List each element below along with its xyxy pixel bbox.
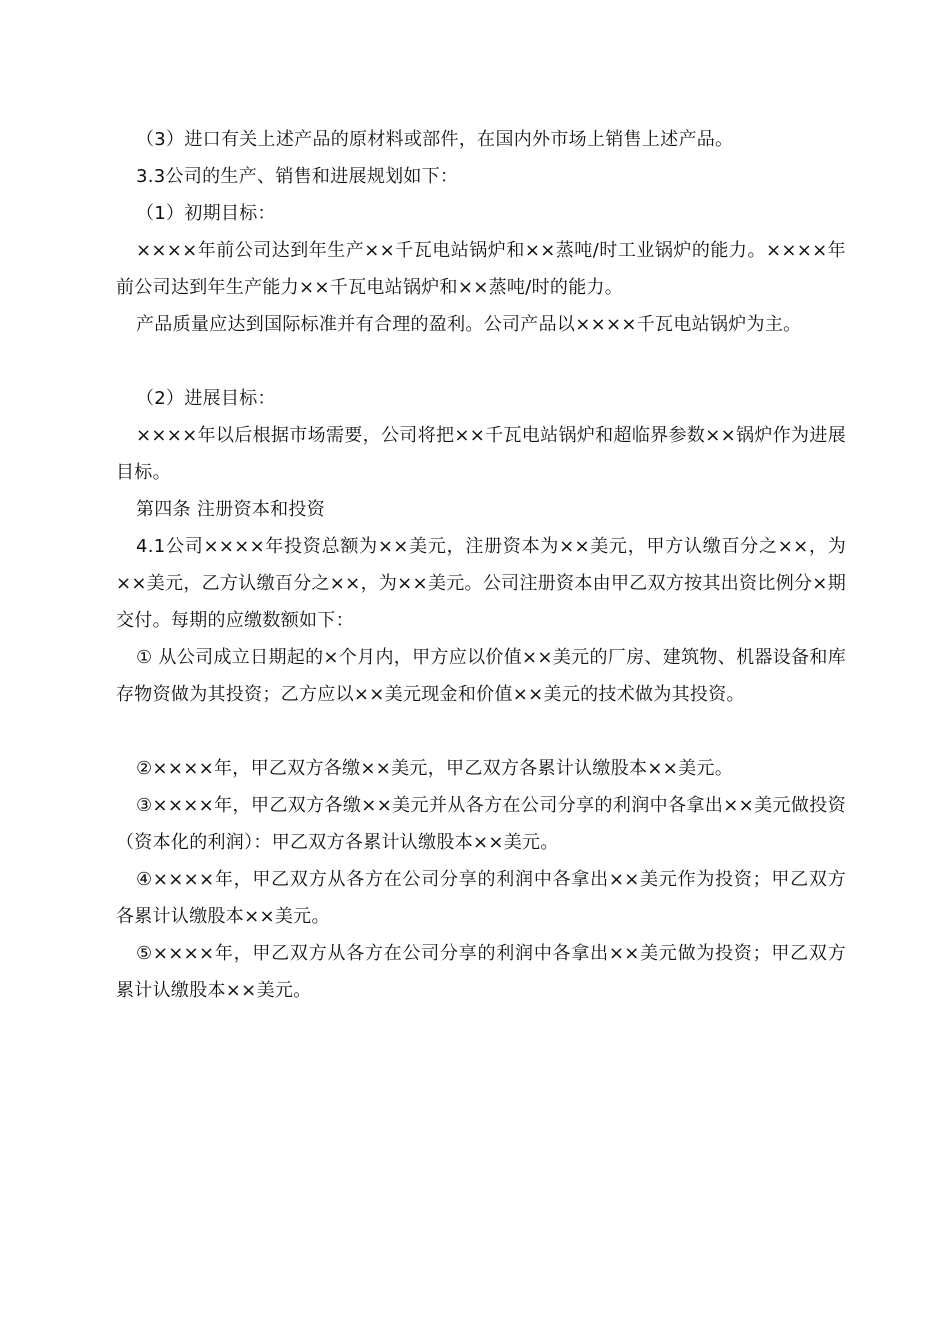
- paragraph-installment-5: ⑤××××年，甲乙双方从各方在公司分享的利润中各拿出××美元做为投资；甲乙双方累计认缴股本××美元。: [116, 943, 846, 1001]
- paragraph-installment-2: ②××××年，甲乙双方各缴××美元，甲乙双方各累计认缴股本××美元。: [136, 758, 733, 779]
- document-page: [116, 121, 846, 1009]
- paragraph-initial-goal-heading: （1）初期目标：: [136, 203, 276, 224]
- paragraph-installment-4: ④××××年，甲乙双方从各方在公司分享的利润中各拿出××美元作为投资；甲乙双方各累计认缴股本××美元。: [116, 869, 846, 927]
- paragraph-installment-1: ① 从公司成立日期起的×个月内，甲方应以价值××美元的厂房、建筑物、机器设备和库存物资做为其投资；乙方应以××美元现金和价值××美元的技术做为其投资。: [116, 647, 846, 705]
- blank-line: [116, 713, 846, 750]
- paragraph-product-quality: 产品质量应达到国际标准并有合理的盈利。公司产品以××××千瓦电站锅炉为主。: [136, 314, 802, 335]
- paragraph-initial-goal-capacity: ××××年前公司达到年生产××千瓦电站锅炉和××蒸吨/时工业锅炉的能力。××××年前公司达到年生产能力××千瓦电站锅炉和××蒸吨/时的能力。: [116, 240, 846, 298]
- blank-line: [116, 343, 846, 380]
- paragraph-section-4-1: 4.1公司××××年投资总额为××美元，注册资本为××美元，甲方认缴百分之××，为××美元，乙方认缴百分之××，为××美元。公司注册资本由甲乙双方按其出资比例分×期交付。每期的应缴数额如下：: [116, 536, 846, 631]
- paragraph-development-goal: ××××年以后根据市场需要，公司将把××千瓦电站锅炉和超临界参数××锅炉作为进展目标。: [116, 425, 846, 483]
- paragraph-installment-3: ③××××年，甲乙双方各缴××美元并从各方在公司分享的利润中各拿出××美元做投资（资本化的利润）：甲乙双方各累计认缴股本××美元。: [116, 795, 846, 853]
- paragraph-import-clause: （3）进口有关上述产品的原材料或部件，在国内外市场上销售上述产品。: [136, 129, 734, 150]
- paragraph-article-4-heading: 第四条 注册资本和投资: [136, 499, 326, 520]
- paragraph-development-goal-heading: （2）进展目标：: [136, 388, 276, 409]
- paragraph-section-3-3: 3.3公司的生产、销售和进展规划如下：: [136, 166, 459, 187]
